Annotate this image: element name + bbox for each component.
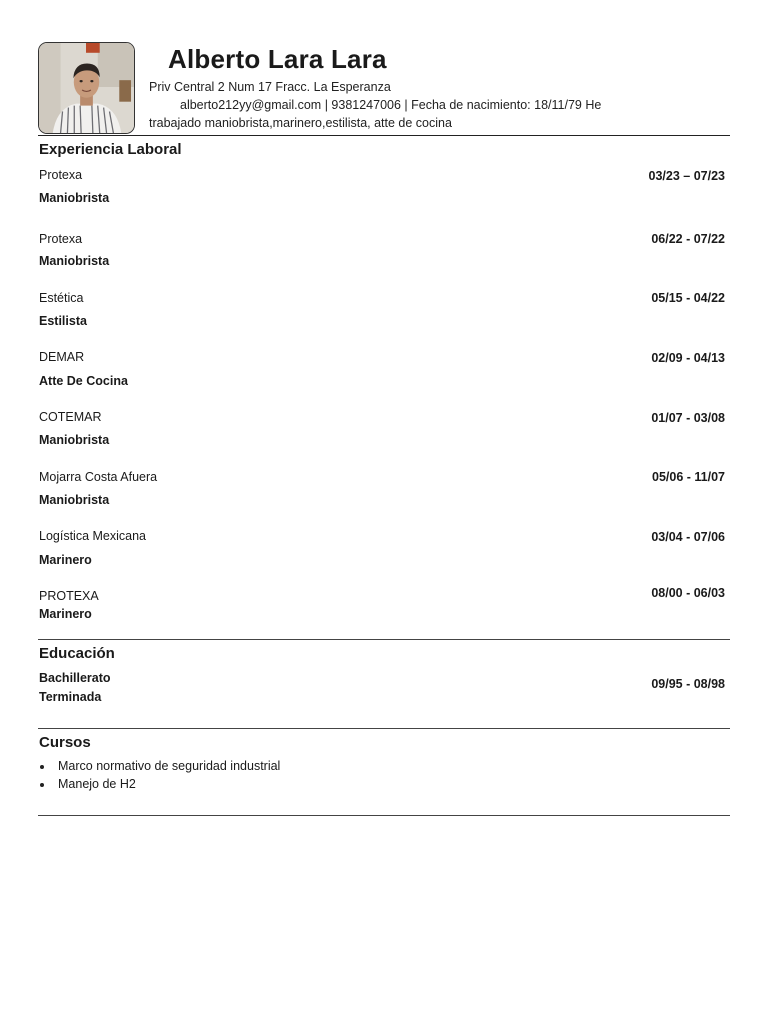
- education-dates: 09/95 - 08/98: [651, 677, 725, 691]
- job-company: PROTEXA: [39, 589, 99, 603]
- job-dates: 06/22 - 07/22: [651, 232, 725, 246]
- job-company: Protexa: [39, 232, 83, 246]
- courses-section-title: Cursos: [39, 734, 91, 751]
- experience-section-title: Experiencia Laboral: [39, 141, 182, 158]
- profile-photo: [38, 42, 135, 134]
- bullet-icon: [40, 783, 44, 787]
- job-dates: 08/00 - 06/03: [651, 586, 725, 600]
- job-dates: 05/06 - 11/07: [652, 470, 725, 484]
- course-item: Manejo de H2: [58, 777, 136, 791]
- job-role: Marinero: [39, 607, 92, 621]
- job-role: Maniobrista: [39, 254, 110, 268]
- profile-photo-image: [39, 43, 134, 133]
- job-role: Maniobrista: [39, 191, 110, 205]
- education-status: Terminada: [39, 690, 102, 704]
- course-item: Marco normativo de seguridad industrial: [58, 759, 281, 773]
- job-company: Mojarra Costa Afuera: [39, 470, 158, 484]
- job-role: Maniobrista: [39, 493, 110, 507]
- bullet-icon: [40, 765, 44, 769]
- header-divider: [38, 135, 730, 136]
- job-company: Protexa: [39, 168, 83, 182]
- education-divider: [38, 728, 730, 729]
- job-company: Estética: [39, 291, 84, 305]
- address-line: Priv Central 2 Num 17 Fracc. La Esperanza: [149, 80, 391, 94]
- experience-divider: [38, 639, 730, 640]
- candidate-name: Alberto Lara Lara: [168, 44, 387, 74]
- job-role: Estilista: [39, 314, 87, 328]
- summary-line: trabajado maniobrista,marinero,estilista, atte de cocina: [149, 116, 452, 130]
- job-company: COTEMAR: [39, 410, 102, 424]
- job-dates: 01/07 - 03/08: [651, 411, 725, 425]
- job-company: Logística Mexicana: [39, 529, 147, 543]
- job-dates: 03/23 – 07/23: [648, 169, 725, 183]
- job-dates: 03/04 - 07/06: [651, 530, 725, 544]
- job-role: Maniobrista: [39, 433, 110, 447]
- job-role: Atte De Cocina: [39, 374, 128, 388]
- job-dates: 02/09 - 04/13: [651, 351, 725, 365]
- footer-divider: [38, 815, 730, 816]
- education-degree: Bachillerato: [39, 671, 111, 685]
- job-dates: 05/15 - 04/22: [651, 291, 725, 305]
- job-company: DEMAR: [39, 350, 85, 364]
- job-role: Marinero: [39, 553, 92, 567]
- education-section-title: Educación: [39, 645, 115, 662]
- contact-line: alberto212yy@gmail.com | 9381247006 | Fecha de nacimiento: 18/11/79 He: [180, 98, 602, 112]
